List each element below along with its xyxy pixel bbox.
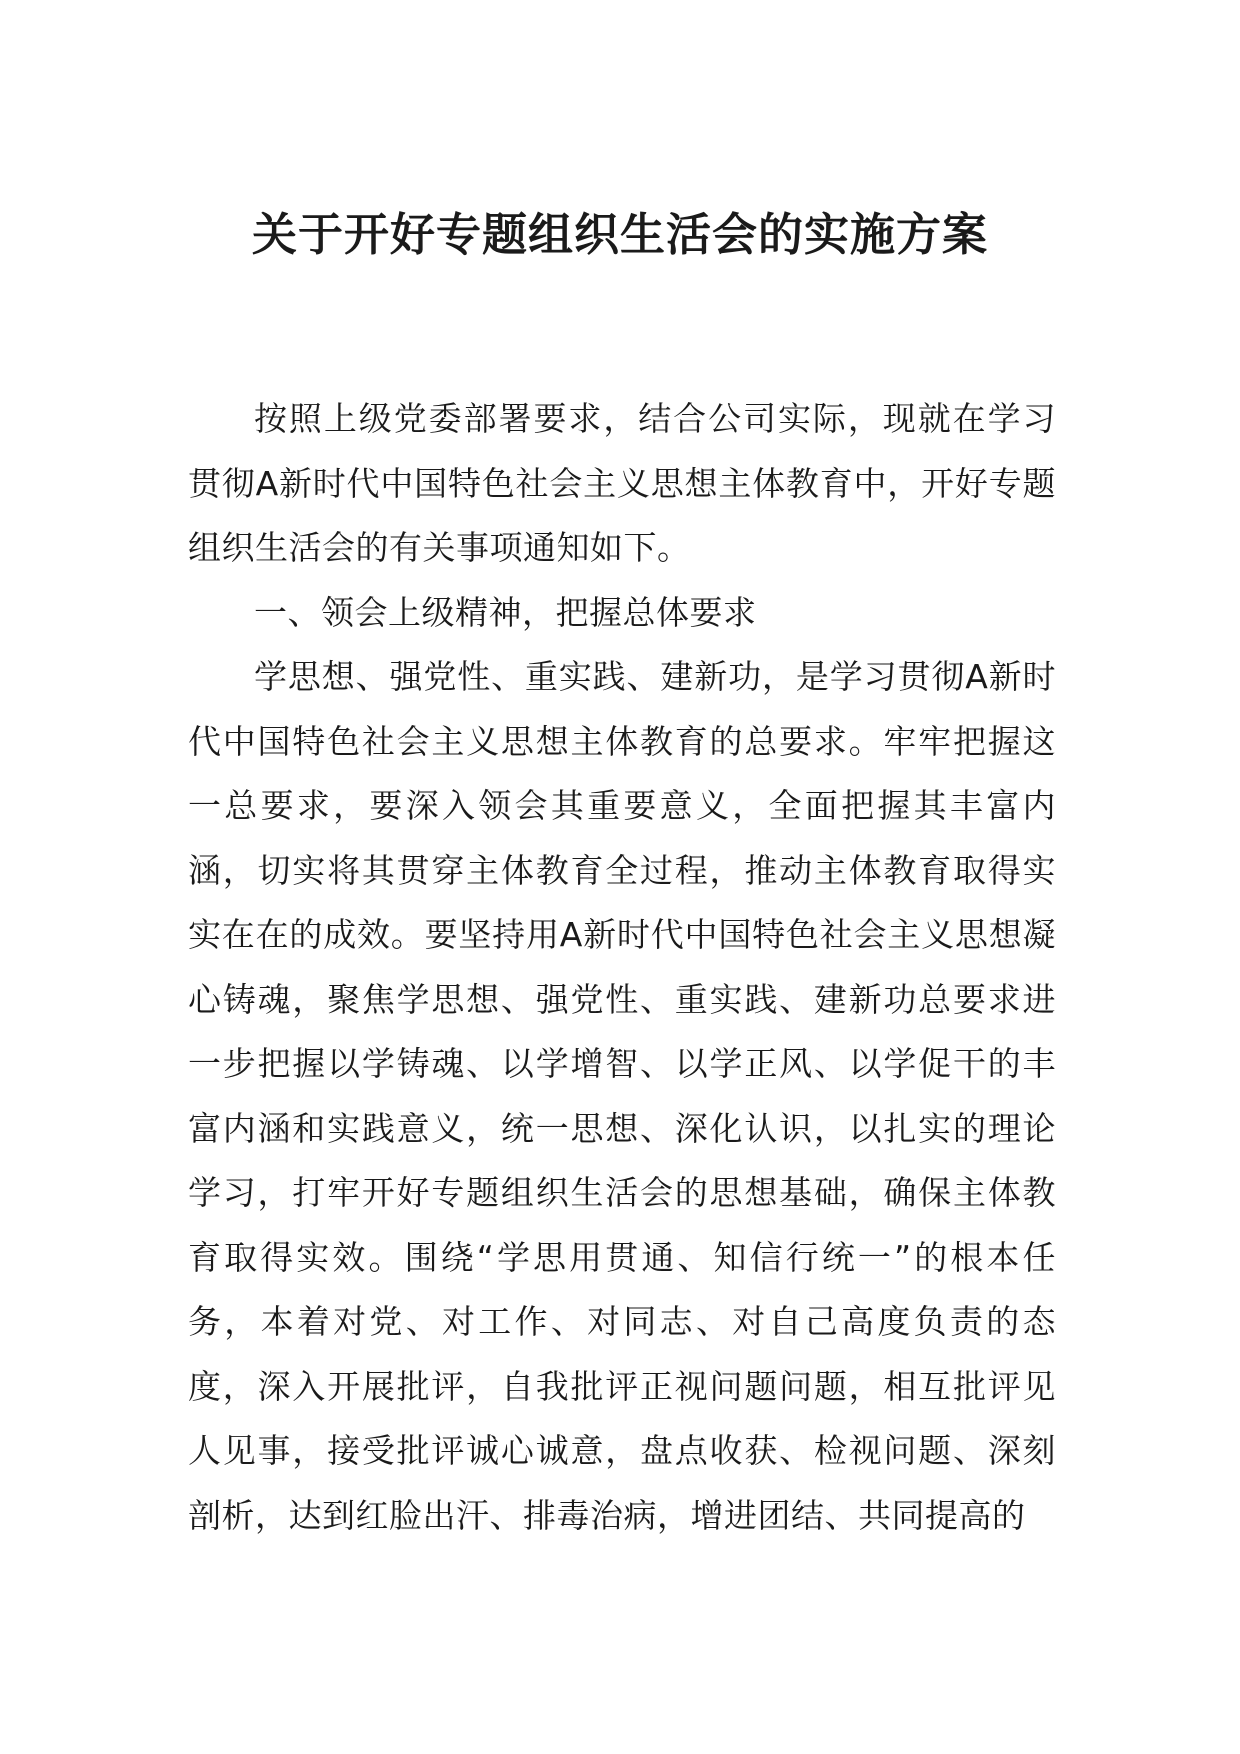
intro-paragraph: 按照上级党委部署要求，结合公司实际，现就在学习贯彻A新时代中国特色社会主义思想主体教育中，开好专题组织生活会的有关事项通知如下。	[188, 399, 1056, 567]
section-1-paragraph: 学思想、强党性、重实践、建新功，是学习贯彻A新时代中国特色社会主义思想主体教育的总要求。牢牢把握这一总要求，要深入领会其重要意义，全面把握其丰富内涵，切实将其贯穿主体教育全过程，推动主体教育取得实实在在的成效。要坚持用A新时代中国特色社会主义思想凝心铸魂，聚焦学思想、强党性、重实践、建新功总要求进一步把握以学铸魂、以学增智、以学正风、以学促干的丰富内涵和实践意义，统一思想、深化认识，以扎实的理论学习，打牢开好专题组织生活会的思想基础，确保主体教育取得实效。围绕“学思用贯通、知信行统一”的根本任务，本着对党、对工作、对同志、对自己高度负责的态度，深入开展批评，自我批评正视问题问题，相互批评见人见事，接受批评诚心诚意，盘点收获、检视问题、深刻剖析，达到红脸出汗、排毒治病，增进团结、共同提高的	[188, 657, 1056, 1535]
document-title: 关于开好专题组织生活会的实施方案	[251, 208, 988, 261]
section-heading-1: 一、领会上级精神，把握总体要求	[254, 592, 757, 632]
document-body	[188, 387, 1056, 1548]
